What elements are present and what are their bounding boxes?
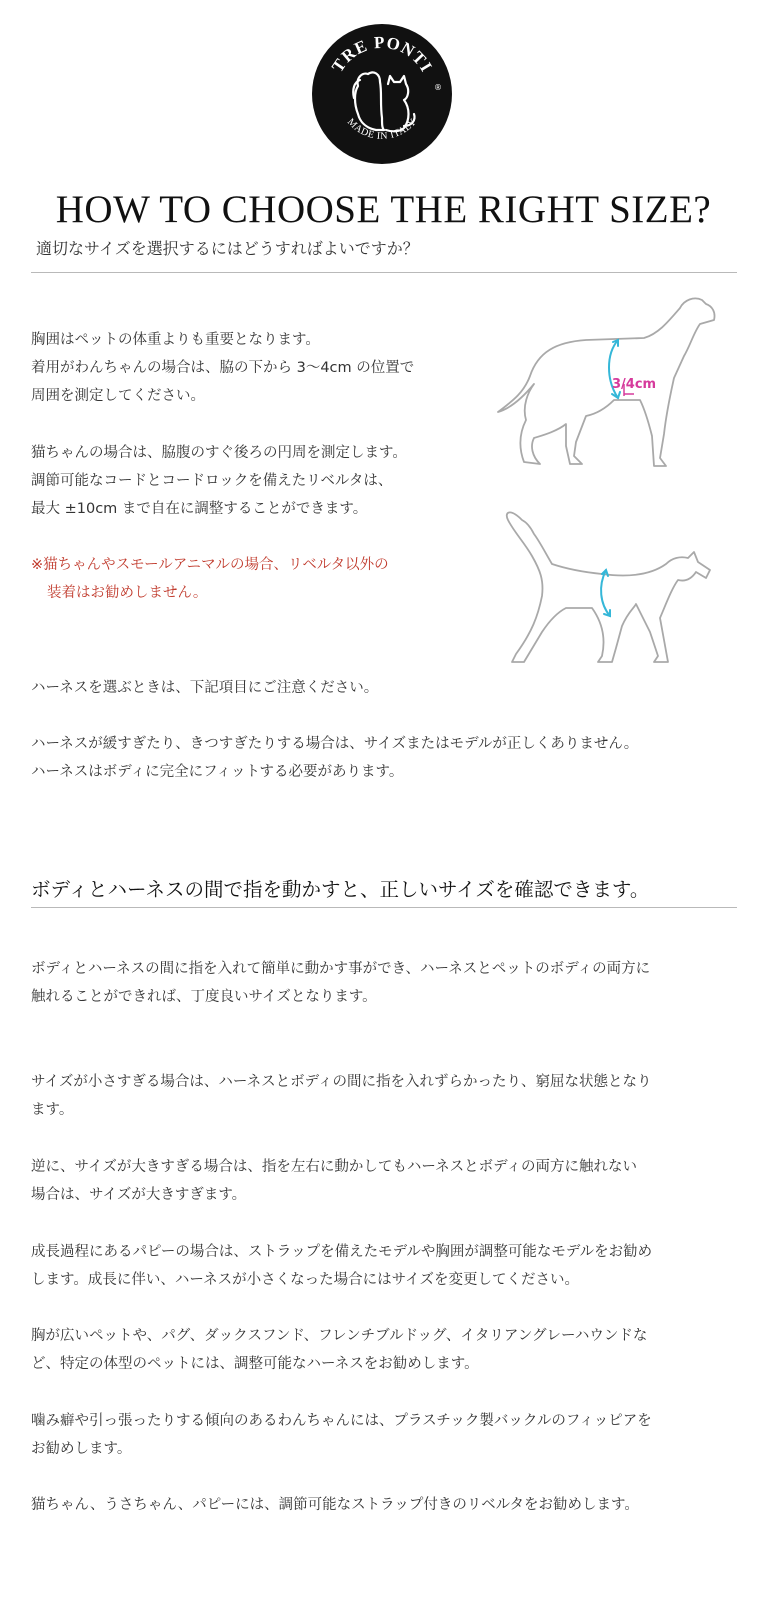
cat-measure-icon [502,508,718,678]
brand-logo [310,22,454,166]
cat-line: 猫ちゃんの場合は、脇腹のすぐ後ろの円周を測定します。 [31,445,407,461]
cat-line: 最大 ±10cm まで自在に調整することができます。 [31,501,368,517]
paragraph-line: 触れることができれば、丁度良いサイズとなります。 [31,989,377,1005]
intro-line: 周囲を測定してください。 [31,388,205,404]
divider [31,272,737,273]
paragraph-line: 成長過程にあるパピーの場合は、ストラップを備えたモデルや胸囲が調整可能なモデルをお勧め [31,1244,653,1260]
paragraph-line: 胸が広いペットや、パグ、ダックスフンド、フレンチブルドッグ、イタリアングレーハウンドな [31,1328,648,1344]
paragraph-line: サイズが小さすぎる場合は、ハーネスとボディの間に指を入れずらかったり、窮屈な状態となり [31,1074,652,1090]
paragraph-cats-rabbits [31,1491,639,1519]
warning-note [31,551,389,607]
paragraph-puppy [31,1238,652,1294]
intro-section [31,326,414,410]
divider [31,907,737,908]
paragraph-pulling [31,1407,652,1463]
page-title: HOW TO CHOOSE THE RIGHT SIZE? [55,188,712,231]
dog-measure-illustration [494,296,744,480]
warning-line: 装着はお勧めしません。 [47,585,208,601]
paragraph-line: します。成長に伴い、ハーネスが小さくなった場合にはサイズを変更してください。 [31,1272,579,1288]
paragraph-line: 場合は、サイズが大きすぎます。 [31,1187,247,1203]
paragraph-too-large [31,1153,637,1209]
paragraph-line: お勧めします。 [31,1441,132,1457]
dog-measure-icon [494,296,744,480]
logo-tagline-text: MADE IN ITALY [344,116,420,143]
cat-instructions [31,439,407,523]
intro-line: 着用がわんちゃんの場合は、脇の下から 3〜4cm の位置で [31,360,415,376]
logo-registered-mark: ® [434,83,442,92]
notes-lead: ハーネスを選ぶときは、下記項目にご注意ください。 [31,680,379,696]
paragraph-line: ボディとハーネスの間に指を入れて簡単に動かす事ができ、ハーネスとペットのボディの両方に [31,961,651,977]
warning-line: ※猫ちゃんやスモールアニマルの場合、リベルタ以外の [31,557,389,573]
dog-measure-label: 3/4cm [612,377,657,392]
paragraph-line: ます。 [31,1102,74,1118]
page-subtitle: 適切なサイズを選択するにはどうすればよいですか？ [36,239,419,258]
paragraph-line: 逆に、サイズが大きすぎる場合は、指を左右に動かしてもハーネスとボディの両方に触れない [31,1159,637,1175]
intro-line: 胸囲はペットの体重よりも重要となります。 [31,332,320,348]
cat-line: 調節可能なコードとコードロックを備えたリベルタは、 [31,473,393,489]
logo-brand-text: TRE PONTI [327,32,437,76]
paragraph-correct-size [31,955,650,1011]
tre-ponti-logo-icon [310,22,454,166]
paragraph-line: 猫ちゃん、うさちゃん、パピーには、調節可能なストラップ付きのリベルタをお勧めします。 [31,1497,639,1513]
fit-line: ハーネスが緩すぎたり、きつすぎたりする場合は、サイズまたはモデルが正しくありません。 [31,736,639,752]
cat-measure-illustration [502,508,718,678]
paragraph-line: 噛み癖や引っ張ったりする傾向のあるわんちゃんには、プラスチック製バックルのフィッピアを [31,1413,652,1429]
fit-line: ハーネスはボディに完全にフィットする必要があります。 [31,764,404,780]
paragraph-too-small [31,1068,651,1124]
fit-notes [31,730,638,786]
section-heading: ボディとハーネスの間で指を動かすと、正しいサイズを確認できます。 [31,878,650,901]
paragraph-body-type [31,1322,647,1378]
paragraph-line: ど、特定の体型のペットには、調整可能なハーネスをお勧めします。 [31,1356,479,1372]
